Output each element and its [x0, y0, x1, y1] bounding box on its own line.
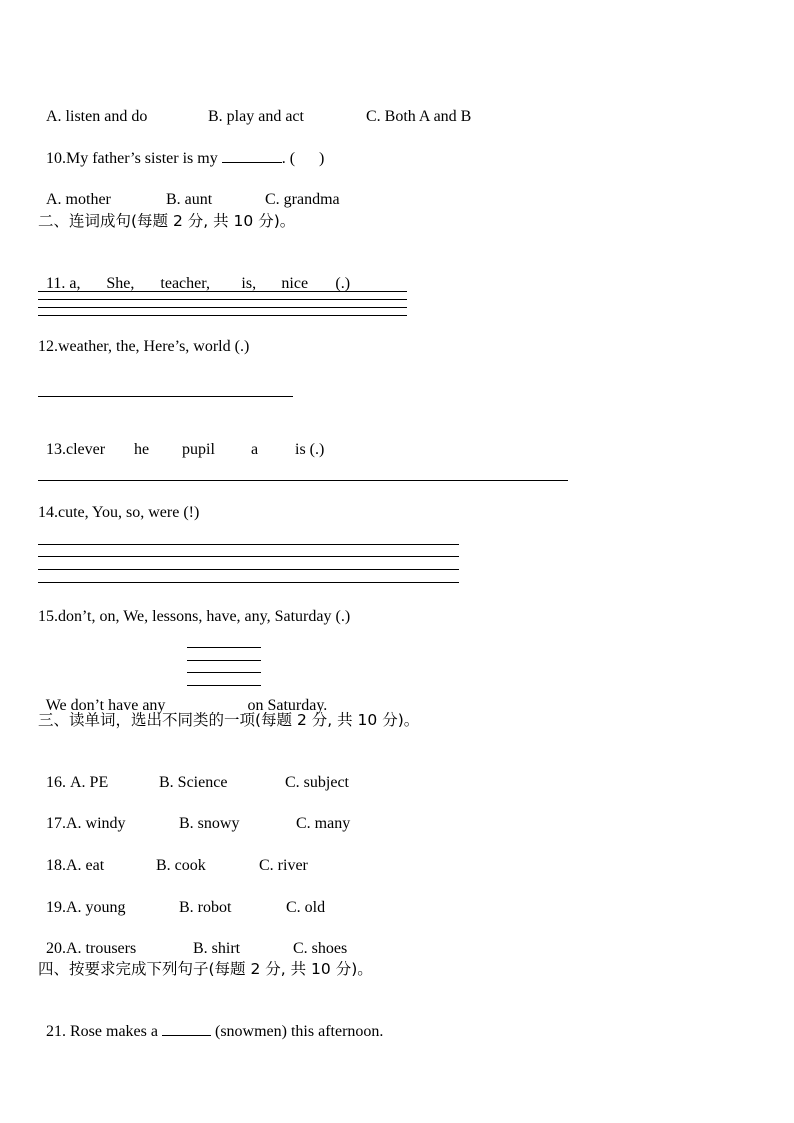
- q20-option-a: A. trousers: [66, 940, 137, 957]
- answer-line: [38, 299, 407, 300]
- q19-number: 19.: [46, 899, 66, 916]
- q10-prefix: 10.My father’s sister is my: [46, 150, 222, 167]
- q17-number: 17.: [46, 815, 66, 832]
- q12-question: 12.weather, the, Here’s, world (.): [38, 338, 250, 355]
- q18-option-a: A. eat: [66, 857, 105, 874]
- q11-word: nice: [281, 275, 309, 292]
- q13-word: clever: [66, 441, 106, 458]
- q15-blank-space: [169, 690, 243, 710]
- q13-word: is (.): [295, 441, 325, 458]
- q15-question: 15.don’t, on, We, lessons, have, any, Saturday (.): [38, 608, 351, 625]
- q10-question: [38, 129, 324, 169]
- q21-prefix: 21. Rose makes a: [46, 1023, 162, 1040]
- q21-suffix: (snowmen) this afternoon.: [210, 1023, 384, 1040]
- answer-line: [38, 544, 459, 545]
- q18-number: 18.: [46, 857, 66, 874]
- q11-word: is,: [241, 275, 257, 292]
- section-4-heading: 四、按要求完成下列句子(每题 2 分, 共 10 分)。: [38, 960, 373, 978]
- q16-option-a: A. PE: [70, 774, 109, 791]
- q13-word: he: [134, 441, 150, 458]
- q16-option-c: C. subject: [285, 774, 349, 791]
- q9-option-a: A. listen and do: [46, 108, 148, 125]
- q10-options: [38, 170, 340, 210]
- answer-line: [38, 556, 459, 557]
- q11-number: 11.: [46, 275, 70, 292]
- answer-line: [38, 307, 407, 308]
- q11-question: [38, 254, 350, 294]
- q17-option-b: B. snowy: [179, 815, 240, 832]
- q20-number: 20.: [46, 940, 66, 957]
- q9-options: [38, 87, 471, 127]
- q10-suffix: . ( ): [281, 150, 325, 167]
- q10-option-a: A. mother: [46, 191, 111, 208]
- q20-option-b: B. shirt: [193, 940, 241, 957]
- q10-blank[interactable]: [222, 162, 282, 163]
- q17-option-a: A. windy: [66, 815, 126, 832]
- q9-option-c: C. Both A and B: [366, 108, 472, 125]
- q13-word: pupil: [182, 441, 215, 458]
- q16-option-b: B. Science: [159, 774, 228, 791]
- answer-line: [38, 291, 407, 292]
- q19-option-c: C. old: [286, 899, 326, 916]
- q17-option-c: C. many: [296, 815, 351, 832]
- answer-line: [187, 647, 261, 648]
- q10-option-b: B. aunt: [166, 191, 213, 208]
- q16-number: 16.: [46, 774, 70, 791]
- answer-line: [38, 315, 407, 316]
- q13-answer-line[interactable]: [38, 480, 568, 481]
- q15-answer-prefix: We don’t have any: [45, 697, 170, 714]
- q11-word: (.): [335, 275, 351, 292]
- q13-number: 13.: [46, 441, 66, 458]
- q19-question: [38, 878, 325, 918]
- section-2-heading: 二、连词成句(每题 2 分, 共 10 分)。: [38, 212, 296, 230]
- q13-question: [38, 420, 324, 460]
- q19-option-a: A. young: [66, 899, 126, 916]
- q18-question: [38, 836, 308, 876]
- q21-blank[interactable]: [162, 1035, 211, 1036]
- q10-option-c: C. grandma: [265, 191, 340, 208]
- section-3-heading: 三、读单词，选出不同类的一项(每题 2 分, 共 10 分)。: [38, 711, 420, 729]
- q9-option-b: B. play and act: [208, 108, 304, 125]
- q20-question: [38, 919, 347, 959]
- q20-option-c: C. shoes: [293, 940, 348, 957]
- q14-question: 14.cute, You, so, were (!): [38, 504, 200, 521]
- q11-word: She,: [106, 275, 135, 292]
- answer-line: [38, 582, 459, 583]
- q18-option-b: B. cook: [156, 857, 206, 874]
- q21-question: [38, 1002, 383, 1042]
- q12-answer-line[interactable]: [38, 396, 293, 397]
- answer-line: [38, 569, 459, 570]
- q11-word: teacher,: [160, 275, 210, 292]
- q18-option-c: C. river: [259, 857, 308, 874]
- q16-question: [38, 753, 349, 793]
- q13-word: a: [251, 441, 259, 458]
- q17-question: [38, 794, 350, 834]
- q19-option-b: B. robot: [179, 899, 232, 916]
- answer-line: [187, 660, 261, 661]
- q11-word: a,: [69, 275, 81, 292]
- q15-answer-suffix: on Saturday.: [243, 697, 328, 714]
